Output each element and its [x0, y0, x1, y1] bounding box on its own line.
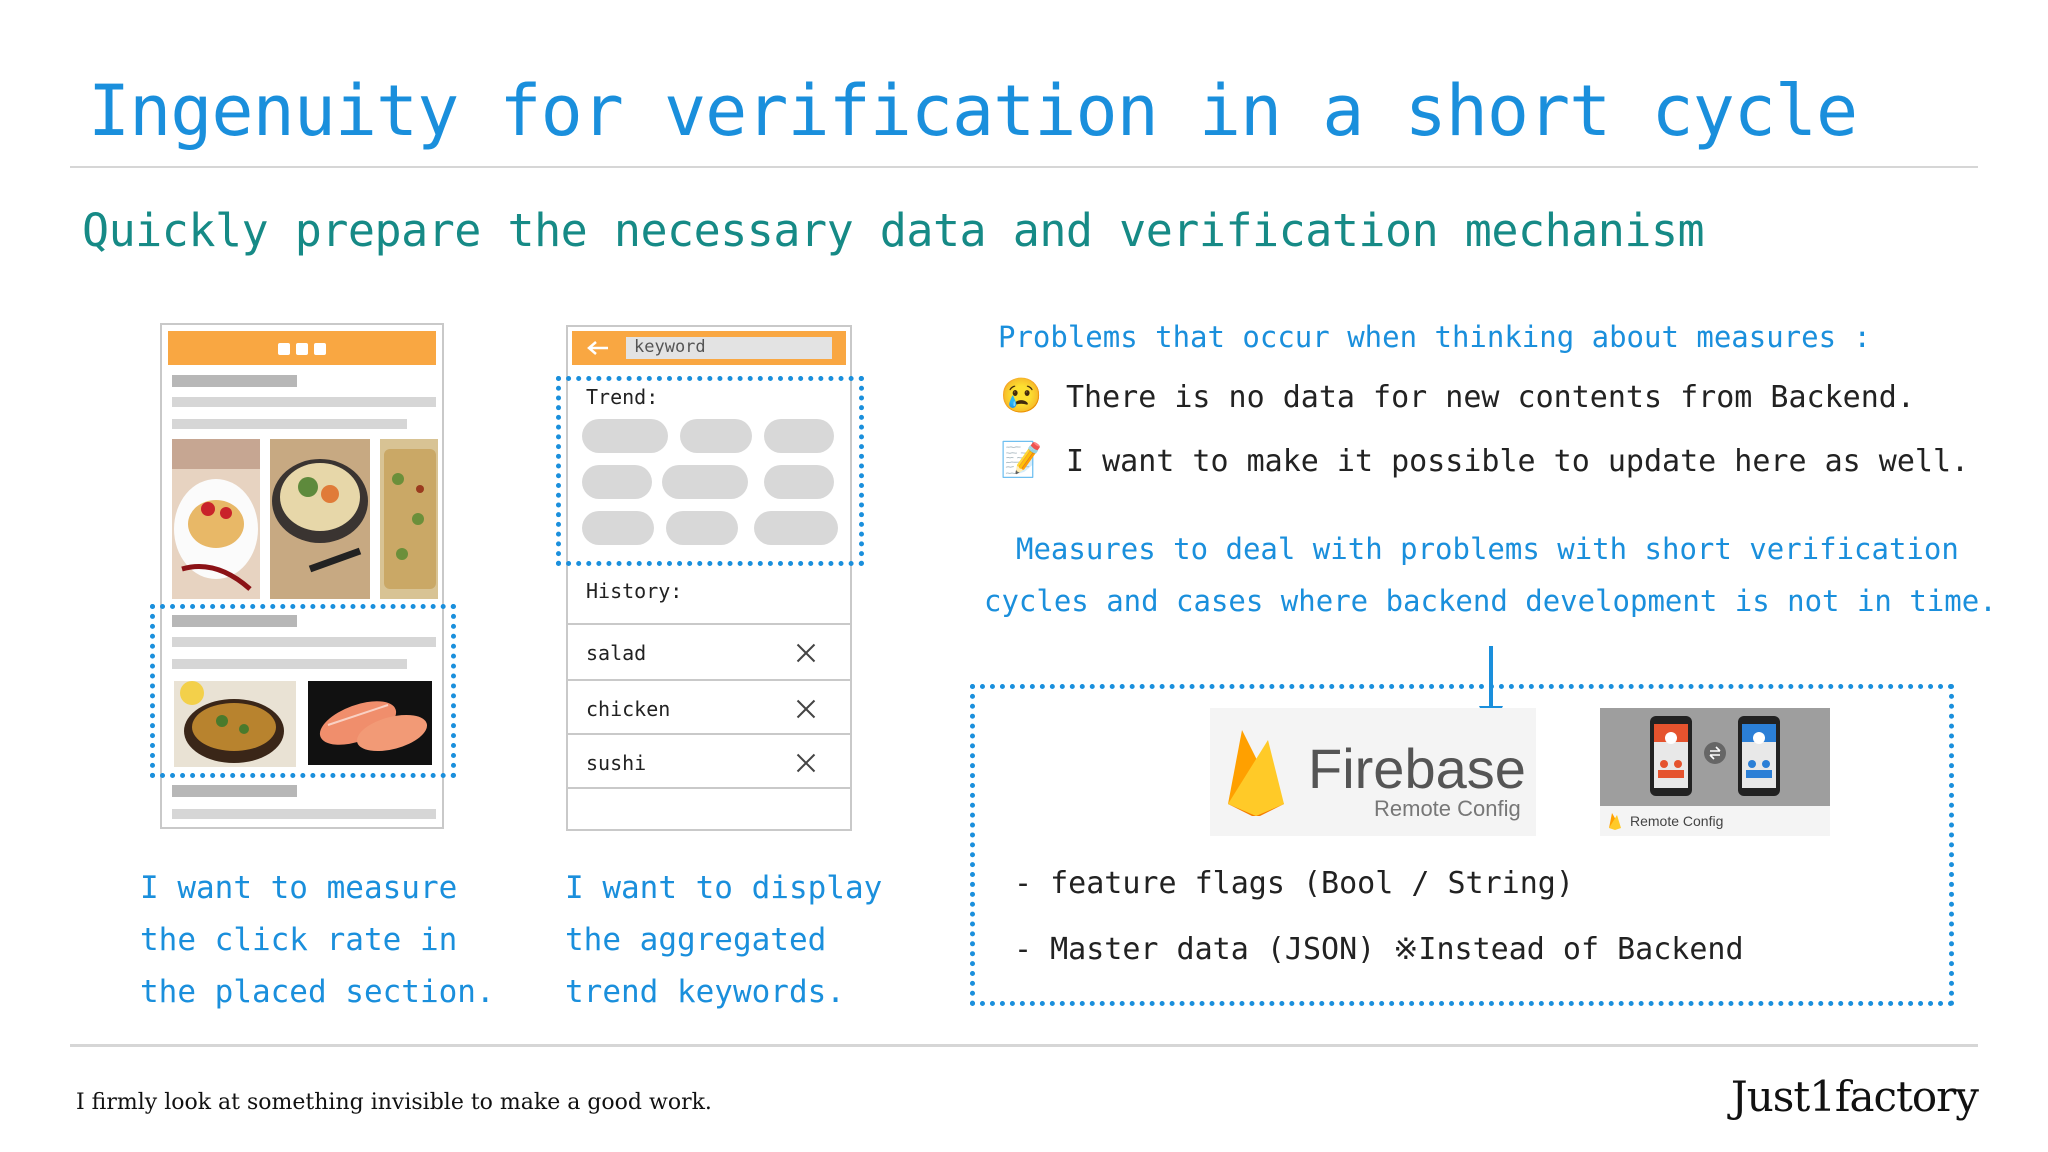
- history-item-label: chicken: [586, 697, 671, 721]
- pizza-photo: [380, 439, 438, 599]
- thumbnail-footer: [1600, 806, 1830, 836]
- bullet-master-data: - Master data (JSON) ※Instead of Backend: [1014, 932, 1744, 967]
- phone-a-icon: [1650, 716, 1692, 796]
- left-caption: [140, 862, 495, 1018]
- history-item-label: salad: [586, 641, 647, 665]
- history-row[interactable]: [568, 623, 850, 679]
- middle-caption: [565, 862, 882, 1018]
- firebase-logo-card: [1210, 708, 1536, 836]
- history-row[interactable]: [568, 679, 850, 735]
- footer-brand: Just1factory: [1730, 1072, 1978, 1121]
- memo-icon: 📝: [1000, 440, 1043, 480]
- footer-divider: [70, 1044, 1978, 1047]
- dessert-photo: [172, 439, 260, 599]
- trend-label: Trend:: [586, 385, 659, 409]
- text-line: [172, 397, 436, 407]
- close-icon[interactable]: [796, 643, 816, 663]
- feed-header-bar: [168, 331, 436, 365]
- problems-heading: Problems that occur when thinking about measures :: [998, 320, 1871, 354]
- caption-line: I want to measure: [140, 870, 458, 906]
- phone-b-icon: [1738, 716, 1780, 796]
- problem-text: I want to make it possible to update here as well.: [1066, 444, 1970, 479]
- bullet-feature-flags: - feature flags (Bool / String): [1014, 866, 1574, 901]
- measures-line: cycles and cases where backend development is not in time.: [984, 584, 1997, 618]
- firebase-product: Remote Config: [1374, 796, 1521, 821]
- remote-config-thumbnail: [1600, 708, 1830, 836]
- page-title: Ingenuity for verification in a short cycle: [88, 70, 1858, 152]
- measured-section-highlight: [150, 604, 456, 778]
- sync-icon: [1704, 742, 1726, 764]
- history-label: History:: [586, 579, 683, 603]
- firebase-brand: Firebase: [1308, 737, 1526, 800]
- search-input[interactable]: [626, 337, 832, 359]
- caption-line: the aggregated: [565, 922, 827, 958]
- section-title-bar: [172, 375, 297, 387]
- history-divider: [568, 787, 850, 789]
- text-line: [172, 419, 407, 429]
- caption-line: the click rate in: [140, 922, 458, 958]
- caption-line: I want to display: [565, 870, 883, 906]
- title-divider: [70, 166, 1978, 168]
- thumbnail-label: Remote Config: [1630, 813, 1724, 829]
- page-subtitle: Quickly prepare the necessary data and verification mechanism: [82, 204, 1705, 257]
- close-icon[interactable]: [796, 753, 816, 773]
- caption-line: the placed section.: [140, 974, 495, 1010]
- problem-text: There is no data for new contents from Backend.: [1066, 380, 1915, 415]
- text-line: [172, 809, 436, 819]
- back-arrow-icon[interactable]: [586, 339, 610, 357]
- firebase-flame-icon: [1224, 726, 1288, 816]
- noodle-photo: [270, 439, 370, 599]
- trend-section-highlight: [556, 376, 864, 566]
- more-dots-icon: [278, 342, 328, 356]
- firebase-flame-icon: [1608, 812, 1622, 830]
- footer-tagline: I firmly look at something invisible to make a good work.: [76, 1090, 712, 1115]
- search-header-bar: [572, 331, 846, 365]
- crying-face-icon: 😢: [1000, 376, 1043, 416]
- history-item-label: sushi: [586, 751, 647, 775]
- search-placeholder: keyword: [634, 337, 706, 357]
- history-row[interactable]: [568, 733, 850, 789]
- caption-line: trend keywords.: [565, 974, 845, 1010]
- close-icon[interactable]: [796, 699, 816, 719]
- measures-line: Measures to deal with problems with short verification: [1016, 532, 1959, 566]
- section-title-bar: [172, 785, 297, 797]
